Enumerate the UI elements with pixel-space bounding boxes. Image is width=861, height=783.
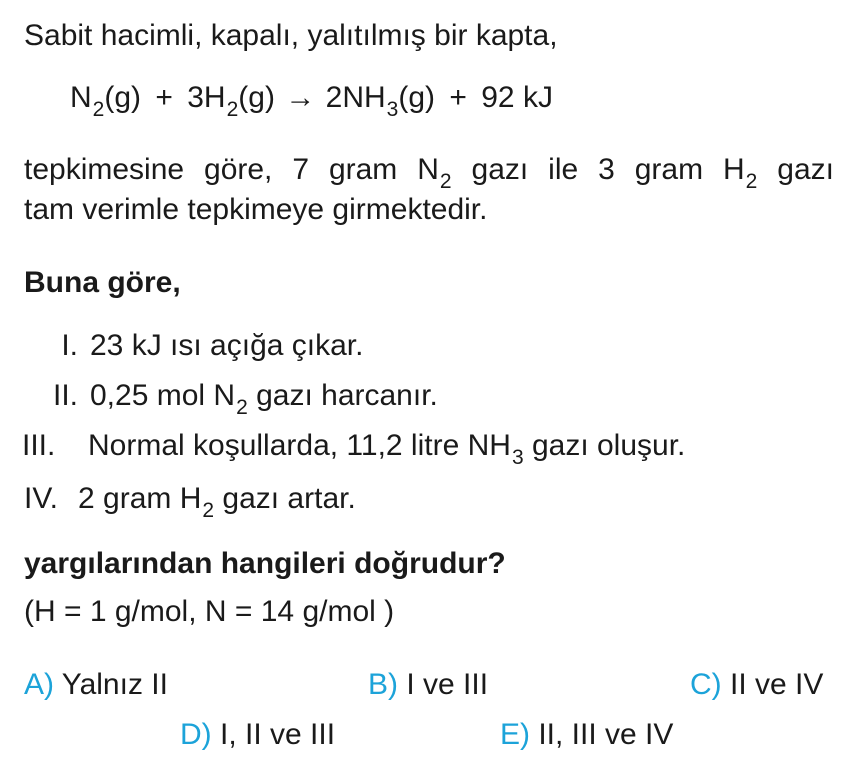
reactant-n: N	[70, 81, 92, 114]
option-letter: D)	[180, 718, 212, 751]
description-line-2: tam verimle tepkimeye girmektedir.	[24, 193, 488, 226]
statement-numeral: IV.	[24, 482, 58, 515]
product-nh: 2NH	[325, 81, 386, 114]
option-text: II ve IV	[730, 668, 824, 701]
statement-numeral: I.	[61, 329, 78, 362]
statement-numeral: II.	[52, 379, 78, 412]
option-e[interactable]	[500, 717, 673, 753]
given-values: (H = 1 g/mol, N = 14 g/mol )	[24, 595, 395, 628]
reactant-h: 3H	[187, 81, 226, 114]
option-c[interactable]	[690, 667, 823, 703]
plus-sign-2: +	[449, 81, 467, 114]
reactant-n-state: (g)	[104, 81, 142, 114]
option-a[interactable]	[24, 667, 168, 703]
prompt-text: Buna göre,	[24, 266, 181, 299]
reaction-energy: 92 kJ	[481, 81, 553, 114]
statement-1: I. 23 kJ ısı açığa çıkar.	[24, 328, 363, 364]
statement-3: III. Normal koşullarda, 11,2 litre $NH_3$ gazı oluşur.	[22, 429, 686, 469]
description-line-1: tepkimesine göre, 7 gram $N_2$ gazı ile 3 gram $H_2$ gazı	[24, 153, 834, 193]
reactant-h-subscript: 2	[226, 98, 239, 121]
option-letter: B)	[368, 668, 398, 701]
reaction-equation	[70, 80, 553, 119]
option-d[interactable]	[180, 717, 335, 753]
reaction-arrow: →	[285, 81, 316, 114]
option-letter: E)	[500, 718, 530, 751]
option-letter: A)	[24, 668, 54, 701]
intro-text: Sabit hacimli, kapalı, yalıtılmış bir kapta,	[24, 19, 558, 52]
statement-4: IV. 2 gram $H_2$ gazı artar.	[24, 482, 356, 522]
reactant-h-state: (g)	[238, 81, 275, 114]
option-text: Yalnız II	[61, 668, 168, 701]
option-b[interactable]	[368, 667, 488, 703]
option-letter: C)	[690, 668, 722, 701]
statement-numeral: III.	[22, 429, 56, 462]
product-nh-subscript: 3	[386, 98, 399, 121]
statement-2: II. 0,25 mol $N_2$ gazı harcanır.	[24, 378, 438, 417]
plus-sign: +	[155, 81, 173, 114]
option-text: I, II ve III	[220, 718, 336, 751]
product-nh-state: (g)	[398, 81, 436, 114]
reactant-n-subscript: 2	[92, 98, 105, 121]
question-text: yargılarından hangileri doğrudur?	[24, 547, 506, 580]
option-text: I ve III	[406, 668, 489, 701]
option-text: II, III ve IV	[538, 718, 674, 751]
